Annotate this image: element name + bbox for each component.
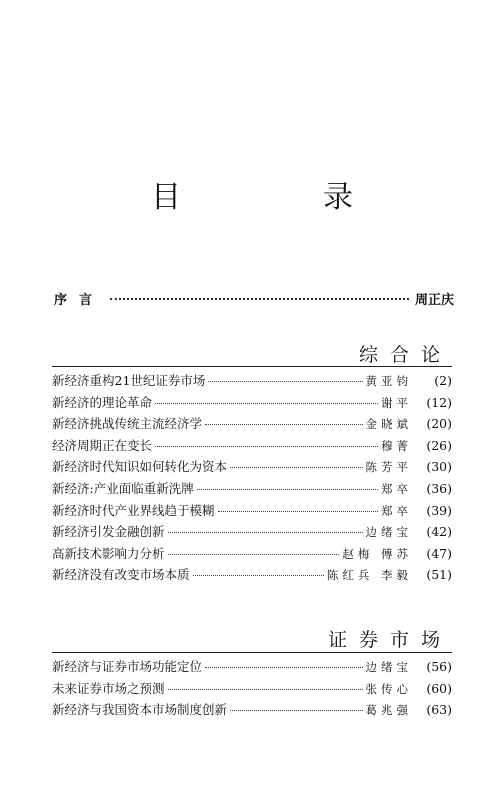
toc-entry[interactable]: 新经济挑战传统主流经济学 金晓斌 (20) bbox=[52, 416, 452, 432]
toc-entry[interactable]: 新经济的理论革命 谢平 (12) bbox=[52, 394, 452, 410]
section-1-entries bbox=[52, 371, 452, 587]
section-heading-2: 证券市场 bbox=[327, 629, 452, 651]
section-rule-2 bbox=[52, 652, 452, 653]
toc-entry[interactable]: 新经济没有改变市场本质 陈红兵 李毅 (51) bbox=[52, 567, 452, 583]
toc-entry[interactable]: 新经济与我国资本市场制度创新 葛兆强 (63) bbox=[52, 702, 452, 718]
toc-entry[interactable]: 经济周期正在变长 穆菁 (26) bbox=[52, 437, 452, 453]
toc-entry[interactable]: 新经济引发金融创新 边绪宝 (42) bbox=[52, 524, 452, 540]
section-2-entries bbox=[52, 657, 452, 722]
preface-row bbox=[54, 289, 454, 308]
toc-entry[interactable]: 新经济时代知识如何转化为资本 陈芳平 (30) bbox=[52, 459, 452, 475]
dot-leader bbox=[110, 298, 409, 300]
page-title: 目 录 bbox=[151, 180, 409, 215]
section-rule-1 bbox=[52, 366, 452, 367]
section-heading-1: 综合论 bbox=[358, 344, 452, 366]
toc-entry[interactable]: 高新技术影响力分析 赵梅 傅苏 (47) bbox=[52, 545, 452, 561]
toc-entry[interactable]: 新经济与证券市场功能定位 边绪宝 (56) bbox=[52, 659, 452, 674]
toc-entry[interactable]: 未来证券市场之预测 张传心 (60) bbox=[52, 680, 452, 696]
toc-entry[interactable]: 新经济:产业面临重新洗牌 郑卒 (36) bbox=[52, 480, 452, 496]
toc-entry[interactable]: 新经济重构21世纪证券市场 黄亚钧 (2) bbox=[52, 373, 452, 388]
toc-entry[interactable]: 新经济时代产业界线趋于模糊 郑卒 (39) bbox=[52, 502, 452, 518]
preface-label: 序言 bbox=[54, 293, 105, 308]
preface-author: 周正庆 bbox=[414, 293, 454, 308]
